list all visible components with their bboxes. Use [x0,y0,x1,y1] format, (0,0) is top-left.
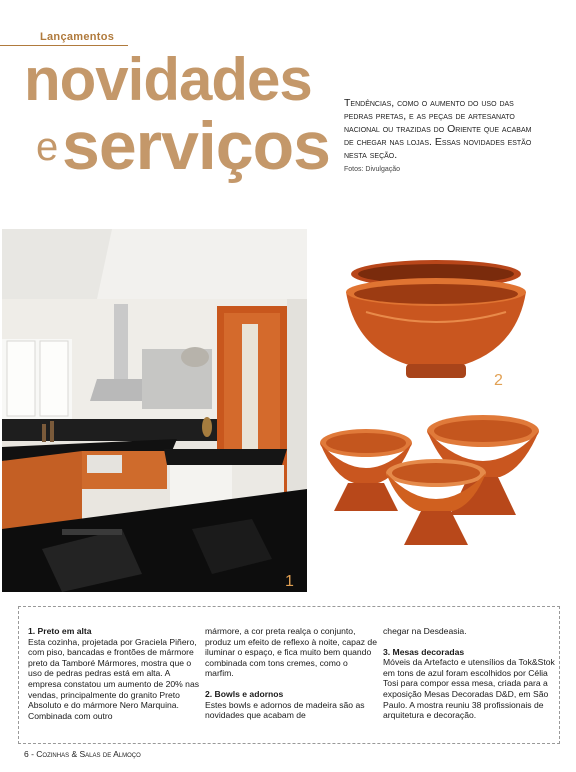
page-title-line1: novidades [24,46,312,113]
article-2-body-continued: chegar na Desdeasia. [383,626,467,636]
column-2 [205,626,377,721]
photo-credit: Fotos: Divulgação [344,166,401,173]
pedestal-bowls-photo [318,405,546,555]
article-3-body: Móveis da Artefacto e utensílios da Tok&Stok em tons de azul foram escolhidos por Célia Tosi para compor essa mesa, criada para a exposição Mesas Decoradas D&D, em São Paulo. A mostra reuniu 38 profissionais de arquitetura e decoração. [383,657,555,721]
section-label: Lançamentos [40,31,115,43]
article-1-body: Esta cozinha, projetada por Graciela Piñero, com piso, bancadas e frontões de mármore preto da Tamboré Mármores, mostra que o uso de pedras pedras está em alta. A empresa constatou um aumento de 20% nas vendas, principalmente do granito Preto Absoluto e do mármore Nero Marquina. Combinada com outro [28,636,200,721]
article-1-heading: 1. Preto em alta [28,626,92,636]
bowls-photo [336,252,536,392]
article-1-body-continued: mármore, a cor preta realça o conjunto, produz um efeito de reflexo à noite, capaz de iluminar o espaço, e fica muito bem quando combinada com tons cremes, como o marfim. [205,626,377,679]
article-2-body: Estes bowls e adornos de madeira são as novidades que acabam de [205,699,365,721]
column-3 [383,626,555,721]
page-title-connector: e [36,125,59,169]
photo-number-2: 2 [494,372,503,389]
column-1 [28,626,200,721]
lead-text: Tendências, como o aumento do uso das pedras pretas, e as peças de artesanato nacional ou trazidas do Oriente que acabam de chegar nas lojas. Essas novidades estão nesta seção. [344,97,532,161]
article-2-heading: 2. Bowls e adornos [205,688,284,699]
photo-number-1: 1 [285,573,294,590]
page-title-line2: serviços [62,108,330,184]
page-footer: 6 - Cozinhas & Salas de Almoço [24,749,141,759]
kitchen-photo [2,229,307,592]
article-3-heading: 3. Mesas decoradas [383,646,465,657]
